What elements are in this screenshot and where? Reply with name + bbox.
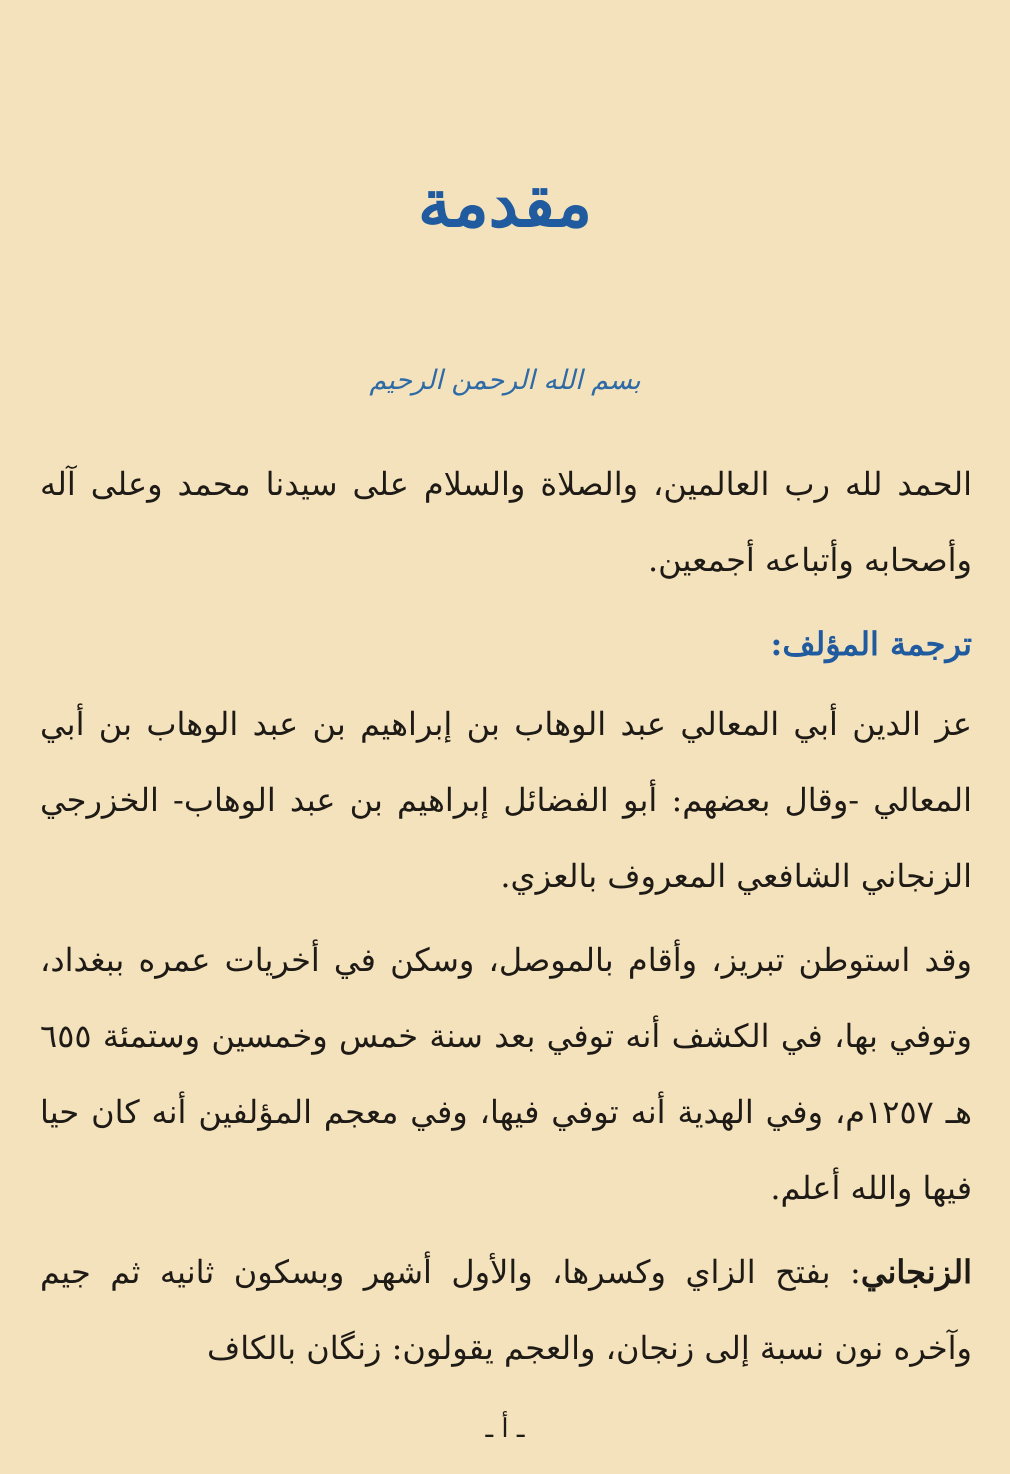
section-heading-author-bio: ترجمة المؤلف: <box>770 625 972 663</box>
zanjani-paragraph <box>40 1234 972 1386</box>
basmala-calligraphy: بسم الله الرحمن الرحيم <box>369 365 641 396</box>
intro-paragraph: الحمد لله رب العالمين، والصلاة والسلام على سيدنا محمد وعلى آله وأصحابه وأتباعه أجمعين. <box>40 465 972 579</box>
bio-paragraph: عز الدين أبي المعالي عبد الوهاب بن إبراهيم بن عبد الوهاب بن أبي المعالي -وقال بعضهم: أبو الفضائل إبراهيم بن عبد الوهاب- الخزرجي الزنجاني الشافعي المعروف بالعزي. <box>40 705 973 895</box>
zanjani-term: الزنجاني <box>860 1253 972 1291</box>
page-body <box>40 446 972 1394</box>
page-number: ـ أ ـ <box>485 1414 525 1444</box>
residence-paragraph: وقد استوطن تبريز، وأقام بالموصل، وسكن في أخريات عمره ببغداد، وتوفي بها، في الكشف أنه توفي بعد سنة خمس وخمسين وستمئة ٦٥٥ هـ ١٢٥٧م، وفي الهدية أنه توفي فيها، وفي معجم المؤلفين أنه كان حيا فيها والله أعلم. <box>40 941 973 1207</box>
zanjani-explanation: : بفتح الزاي وكسرها، والأول أشهر وبسكون ثانيه ثم جيم وآخره نون نسبة إلى زنجان، والعجم يقولون: زنگان بالكاف <box>40 1253 972 1367</box>
page-title: مقدمة <box>417 164 593 242</box>
